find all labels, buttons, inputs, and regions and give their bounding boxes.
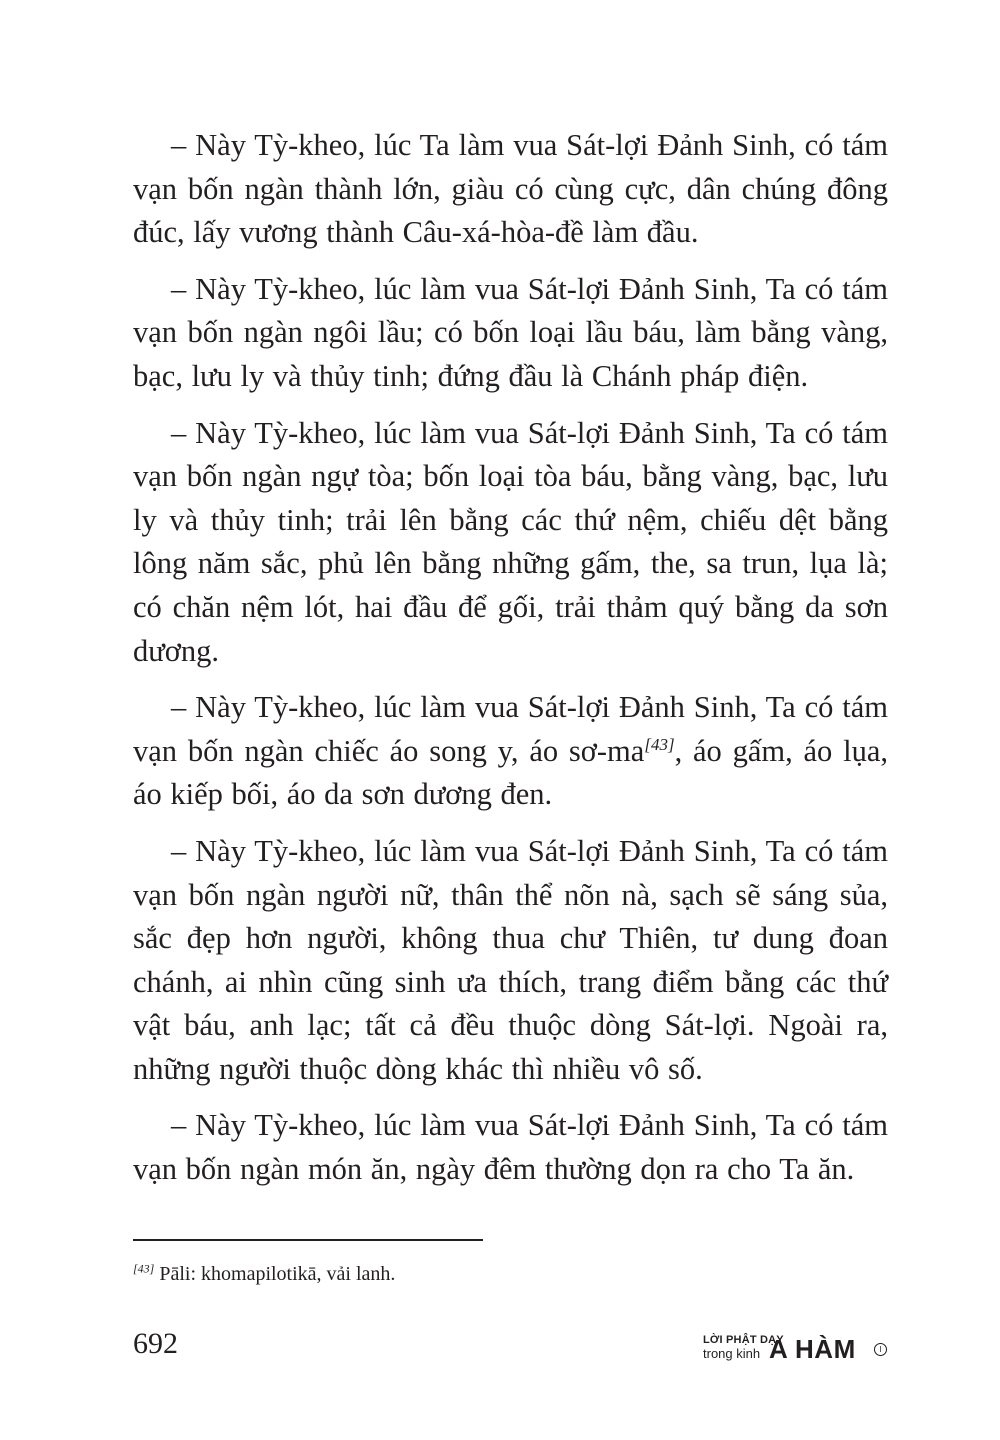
footnote-number: [43] [133, 1261, 155, 1276]
paragraph: – Này Tỳ-kheo, lúc làm vua Sát-lợi Đảnh Sinh, Ta có tám vạn bốn ngàn người nữ, thân thể nõn nà, sạch sẽ sáng sủa, sắc đẹp hơn người, không thua chư Thiên, tư dung đoan chánh, ai nhìn cũng sinh ưa thích, trang điểm bằng các thứ vật báu, anh lạc; tất cả đều thuộc dòng Sát-lợi. Ngoài ra, những người thuộc dòng khác thì nhiều vô số. [133, 833, 888, 1086]
paragraph: – Này Tỳ-kheo, lúc làm vua Sát-lợi Đảnh Sinh, Ta có tám vạn bốn ngàn món ăn, ngày đêm thường dọn ra cho Ta ăn. [133, 1108, 888, 1187]
body-text [133, 124, 888, 1205]
volume-badge: I [874, 1343, 887, 1356]
paragraph: – Này Tỳ-kheo, lúc làm vua Sát-lợi Đảnh Sinh, Ta có tám vạn bốn ngàn ngự tòa; bốn loại tòa báu, bằng vàng, bạc, lưu ly và thủy tinh; trải lên bằng các thứ nệm, chiếu dệt bằng lông năm sắc, phủ lên bằng những gấm, the, sa trun, lụa là; có chăn nệm lót, hai đầu để gối, trải thảm quý bằng da sơn dương. [133, 415, 888, 668]
paragraph: – Này Tỳ-kheo, lúc Ta làm vua Sát-lợi Đảnh Sinh, có tám vạn bốn ngàn thành lớn, giàu có cùng cực, dân chúng đông đúc, lấy vương thành Câu-xá-hòa-đề làm đầu. [133, 128, 888, 250]
paragraph-text: , áo gấm, áo lụa, áo kiếp bối, áo da sơn dương đen. [133, 733, 888, 812]
logo-line-2: trong kinh [703, 1346, 761, 1361]
footnote-divider [133, 1239, 483, 1241]
logo-title: A HÀM [769, 1334, 856, 1364]
logo-line-1: LỜI PHẬT DẠY [703, 1334, 784, 1346]
paragraph: – Này Tỳ-kheo, lúc làm vua Sát-lợi Đảnh Sinh, Ta có tám vạn bốn ngàn ngôi lầu; có bốn loại lầu báu, làm bằng vàng, bạc, lưu ly và thủy tinh; đứng đầu là Chánh pháp điện. [133, 271, 888, 393]
book-logo [703, 1332, 893, 1368]
footnote [133, 1261, 833, 1287]
page-number: 692 [133, 1327, 178, 1360]
footnote-text: Pāli: khomapilotikā, vải lanh. [154, 1263, 396, 1285]
paragraph-with-footnote [133, 686, 888, 817]
paragraph-text: – Này Tỳ-kheo, lúc làm vua Sát-lợi Đảnh Sinh, Ta có tám vạn bốn ngàn chiếc áo song y, áo sơ-ma [133, 690, 888, 768]
footnote-reference[interactable]: [43] [644, 734, 675, 754]
